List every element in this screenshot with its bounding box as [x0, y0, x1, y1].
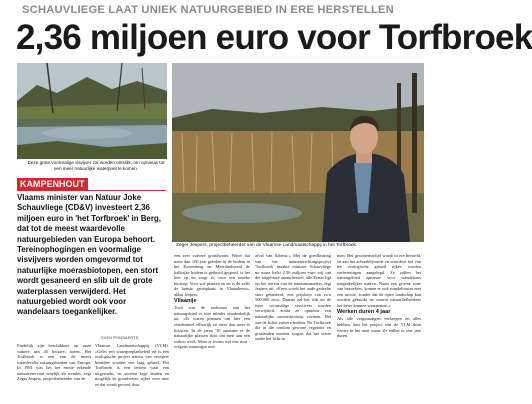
- body-column-2: [95, 343, 169, 387]
- body-text: Eindelijk zijn beschikbare op onze wakere aan 45 hectare, horen. Het Torfbroek is een van de meest waardevolle natuurgebieden van Europa. In 1981 was het het eerste erkende natuurreservaat ornelijk als trendes, zegt Zeger Jespers, projectbeheerder van de: [17, 343, 91, 382]
- body-column-4: [255, 253, 331, 342]
- body-text: afval van Sabena.» Met de goedkeuring van het natuurinrichtingsproject 'Torfbroek' maakte minister Schauvliege nu maar liefst 2,36 miljoen euro vrij om die uitgebreid natuurherstel, alle Eenas ligt op het terrein van de natuurmaanders, legt Jespers uit. «Eerst wordt het oude gedeelte stort gesaneerd, een prijskiep van zo'n 500.000 euro. Daarna zal het slib uit de twee voormalige visvijvers worden verwijderd, zodat ze opnieuw een natuurlijke moerasbiotoop vormen. Het aan de lichte zuivere bodem. De Torfbroek die in die rondom gewone vegetatie en graslanden moeten zorgen dat het water onder het licht in: [255, 253, 331, 342]
- body-text: Toch was de toekomst van het natuurgebied er niet minder noodzakelijk uit. «Er waren plannen om hier een residentieel villawijk en meer dan meer te bouwen. In de jaren '30 ontstaan er de natuurlijke plassen door dat men aan een wahoo werk. Maar er kwam wel een stort - volgens sommigen met: [174, 305, 250, 350]
- body-text: men. Het grachtenstelsel wordt in ere hersteld, en aan het achterblijvende en waardoor het van het ecologische gebied rijker, worden verbeteringen aangelegd. Ze zullen het natuurgebied opnieuw voor wandelaars toegankelijker maken. Naast een groene zone van bezoekers, komen er ook wandelroutes met een mooie, zonder dat de open landschap kan worden gebruikt en waarin natuurliefhebbers het beter kunnen waarnemen.»: [337, 253, 421, 308]
- body-text: Vlaamse Landmaatschappij (VLM). «Gelet een waterpreplanbeleid en is een ecologische project natuur van vroegere beenden worden een laag gebeel. Het Torfbroek is een terrein waar een uitgestrekt, en soorten lage landen en mogelijk de grondwater, rijker voor mee ze dat wordt gevoed door: [95, 343, 169, 387]
- subheading: Vilaanije: [174, 298, 197, 305]
- pond-photo: [17, 63, 167, 159]
- byline: SVEN PONSAERTS: [101, 336, 139, 340]
- portrait-photo: [172, 63, 424, 242]
- portrait-photo-caption: Zeger Jespers, projectbeheerder van de Vlaamse Landmaatschappij in het Torfbroek.: [176, 243, 358, 248]
- pond-photo-caption: Deze grote voormalige visvijver zal worden ontslibt, om opnieuw tot een meer natuurlijke waterpoel te komen.: [27, 160, 165, 171]
- body-text: Als alle vergunningen verkregen en alles hebben, kan het project van de VLM deze winter in het taart staan. Ze zullen er vier jaar duren.: [337, 316, 421, 339]
- body-text: een zeer zuivere grondwater. Water dat meer dan 100 jaar geleden in de bodem in het Kerrenberg en Meerdaalwoud de kalkrijke bodem is geduwd gesperd, is het hier op en zorgt zo voor een unieke biotoop. Voor wie planten en en is dit zelfs de laatste groeiplaats in Vlaanderen», aldus Jespers.: [174, 253, 250, 297]
- body-column-1: [17, 343, 91, 382]
- section-tag: KAMPENHOUT: [17, 178, 88, 190]
- body-column-5: [337, 253, 421, 339]
- article-headline: 2,36 miljoen euro voor Torfbroek: [16, 18, 532, 57]
- section-rule: [17, 190, 166, 191]
- photo-credit: foto Sven Ponsaerts: [368, 236, 403, 240]
- article-kicker: SCHAUVLIEGE LAAT UNIEK NATUURGEBIED IN ERE HERSTELLEN: [22, 4, 394, 16]
- subheading: Werken duren 4 jaar: [337, 309, 391, 316]
- body-column-3: [174, 253, 250, 350]
- article-lead: Vlaams minister van Natuur Joke Schauvliege (CD&V) investeert 2,36 miljoen euro in 'het Torfbroek' in Berg, dat tot de meest waardevolle natuurgebieden van Europa behoort. Tereinophogingen en voormalige visvijvers worden omgevormd tot natuurlijke moerasbiotopen, een stort wordt gesaneerd en slib uit de grote waterplassen verwijderd. Het natuurgebied wordt ook voor wandelaars toegankelijker.: [17, 193, 161, 317]
